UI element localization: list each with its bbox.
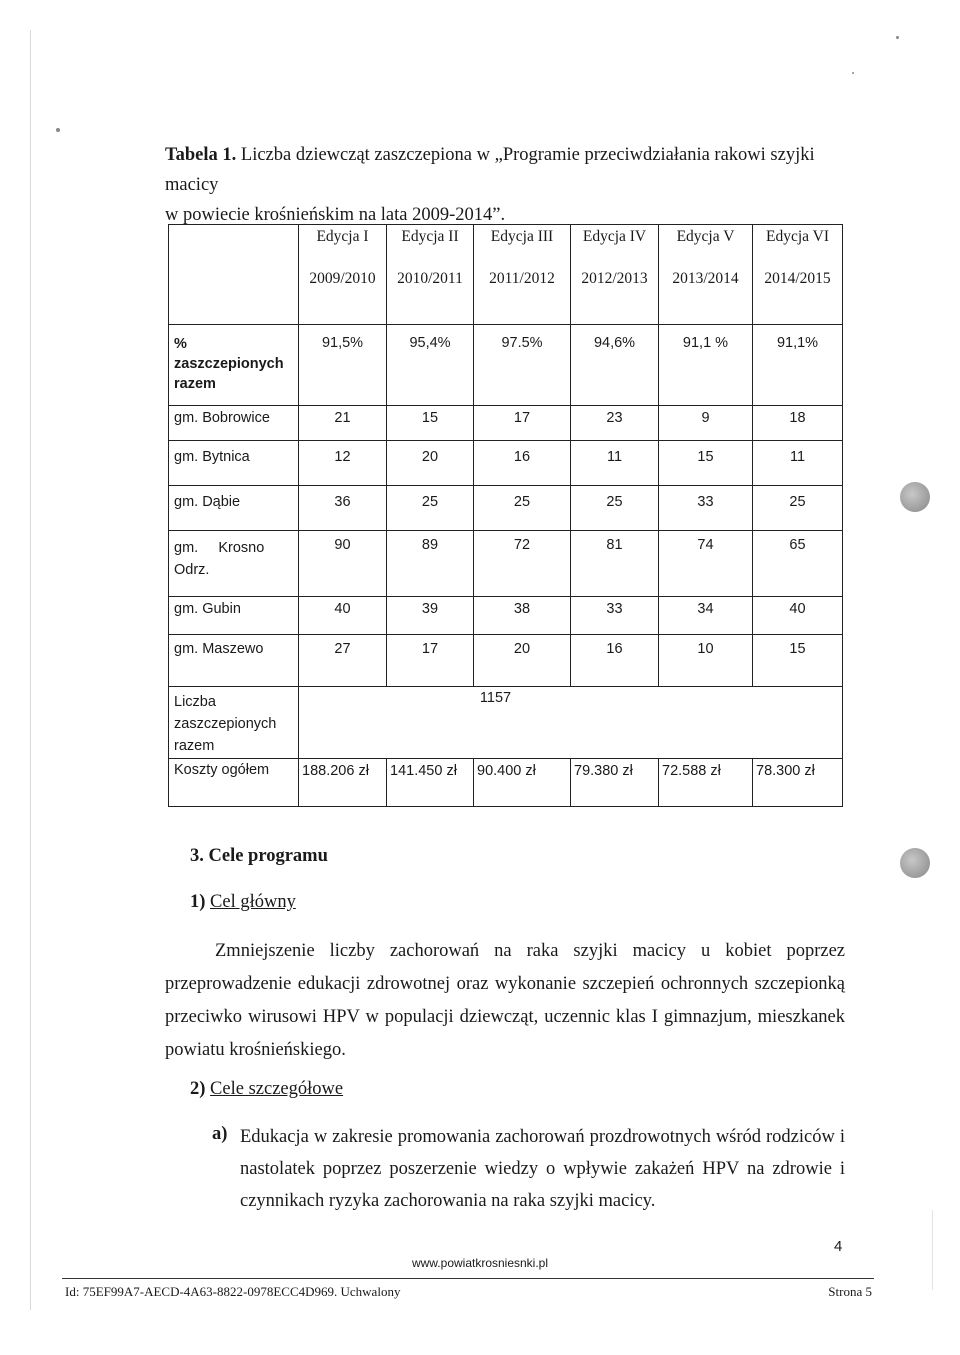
value-cell: 90 (299, 531, 387, 597)
goal1-heading (190, 892, 296, 913)
scan-edge-line (932, 1210, 933, 1290)
value-cell: 17 (474, 406, 571, 441)
value-cell: 33 (571, 597, 659, 635)
table-row-cost (169, 759, 843, 807)
pct-cell: 91,5% (299, 325, 387, 406)
row-label: gm. Krosno Odrz. (169, 531, 299, 597)
scan-margin-line (30, 30, 31, 1310)
caption-text-line2: w powiecie krośnieńskim na lata 2009-2014”. (165, 205, 506, 225)
row-label: gm. Gubin (169, 597, 299, 635)
value-cell: 40 (299, 597, 387, 635)
header-cell: Edycja II 2010/2011 (387, 225, 474, 325)
scan-speck (56, 128, 60, 132)
pct-cell: 94,6% (571, 325, 659, 406)
page-label: Strona 5 (828, 1284, 872, 1299)
table-row (169, 486, 843, 531)
value-cell: 11 (753, 441, 843, 486)
item-a-text: Edukacja w zakresie promowania zachorowań prozdrowotnych wśród rodziców i nastolatek poprzez poszerzenie wiedzy o wpływie zakażeń HPV na zdrowie i czynnikach ryzyka zachorowania na raka szyjki macicy. (240, 1127, 845, 1211)
header-cell: Edycja III 2011/2012 (474, 225, 571, 325)
table-row (169, 406, 843, 441)
goal1-number: 1) (190, 892, 206, 912)
pct-cell: 91,1 % (659, 325, 753, 406)
value-cell: 81 (571, 531, 659, 597)
value-cell: 18 (753, 406, 843, 441)
cost-cell: 79.380 zł (571, 759, 659, 807)
value-cell: 20 (474, 635, 571, 687)
row-label: gm. Dąbie (169, 486, 299, 531)
value-cell: 11 (571, 441, 659, 486)
value-cell: 15 (659, 441, 753, 486)
table-caption (165, 140, 865, 230)
cost-cell: 78.300 zł (753, 759, 843, 807)
value-cell: 36 (299, 486, 387, 531)
row-label: gm. Maszewo (169, 635, 299, 687)
value-cell: 89 (387, 531, 474, 597)
value-cell: 12 (299, 441, 387, 486)
header-cell: Edycja I 2009/2010 (299, 225, 387, 325)
caption-text-line1: Liczba dziewcząt zaszczepiona w „Programie przeciwdziałania rakowi szyjki macicy (165, 145, 815, 195)
total-cell: 1157 (299, 687, 843, 759)
value-cell: 33 (659, 486, 753, 531)
table-header-row (169, 225, 843, 325)
goal1-text: Zmniejszenie liczby zachorowań na raka szyjki macicy u kobiet poprzez przeprowadzenie edukacji zdrowotnej oraz wykonanie szczepień ochronnych szczepionką przeciwko wirusowi HPV w populacji dziewcząt, uczennic klas I gimnazjum, mieszkanek powiatu krośnieńskiego. (165, 941, 845, 1060)
value-cell: 34 (659, 597, 753, 635)
section-title: 3. Cele programu (190, 846, 328, 866)
value-cell: 72 (474, 531, 571, 597)
footer-rule (62, 1278, 874, 1279)
caption-label: Tabela 1. (165, 145, 237, 165)
value-cell: 25 (571, 486, 659, 531)
value-cell: 40 (753, 597, 843, 635)
table-row (169, 531, 843, 597)
pct-cell: 95,4% (387, 325, 474, 406)
document-id: Id: 75EF99A7-AECD-4A63-8822-0978ECC4D969. Uchwalony (65, 1284, 401, 1299)
table-row-total (169, 687, 843, 759)
value-cell: 25 (474, 486, 571, 531)
punch-hole (900, 848, 930, 878)
cost-cell: 141.450 zł (387, 759, 474, 807)
goal2-number: 2) (190, 1079, 206, 1099)
page-number: 4 (834, 1238, 843, 1255)
cost-cell: 188.206 zł (299, 759, 387, 807)
value-cell: 20 (387, 441, 474, 486)
header-cell: Edycja IV 2012/2013 (571, 225, 659, 325)
goal1-title: Cel główny (210, 892, 296, 912)
row-label: Koszty ogółem (169, 759, 299, 807)
scan-speck (852, 72, 854, 74)
goal1-paragraph (165, 935, 845, 1067)
row-label: gm. Bytnica (169, 441, 299, 486)
scan-speck (896, 36, 899, 39)
table-row (169, 597, 843, 635)
punch-hole (900, 482, 930, 512)
pct-cell: 97.5% (474, 325, 571, 406)
pct-cell: 91,1% (753, 325, 843, 406)
cost-cell: 90.400 zł (474, 759, 571, 807)
value-cell: 21 (299, 406, 387, 441)
table-row (169, 441, 843, 486)
value-cell: 17 (387, 635, 474, 687)
value-cell: 38 (474, 597, 571, 635)
goal2-title: Cele szczegółowe (210, 1079, 344, 1099)
header-empty-cell (169, 225, 299, 325)
value-cell: 25 (387, 486, 474, 531)
table-row (169, 635, 843, 687)
row-label: Liczba zaszczepionych razem (169, 687, 299, 759)
value-cell: 27 (299, 635, 387, 687)
value-cell: 39 (387, 597, 474, 635)
value-cell: 9 (659, 406, 753, 441)
header-cell: Edycja V 2013/2014 (659, 225, 753, 325)
goal2-heading (190, 1079, 343, 1100)
value-cell: 65 (753, 531, 843, 597)
vaccination-table (168, 224, 843, 807)
value-cell: 23 (571, 406, 659, 441)
table-row-pct (169, 325, 843, 406)
value-cell: 25 (753, 486, 843, 531)
value-cell: 16 (474, 441, 571, 486)
value-cell: 15 (387, 406, 474, 441)
value-cell: 10 (659, 635, 753, 687)
value-cell: 74 (659, 531, 753, 597)
footer-website: www.powiatkrosniesnki.pl (411, 1256, 549, 1270)
value-cell: 15 (753, 635, 843, 687)
value-cell: 16 (571, 635, 659, 687)
row-label: % zaszczepionych razem (169, 325, 299, 406)
header-cell: Edycja VI 2014/2015 (753, 225, 843, 325)
cost-cell: 72.588 zł (659, 759, 753, 807)
item-a-marker: a) (212, 1124, 228, 1144)
row-label: gm. Bobrowice (169, 406, 299, 441)
